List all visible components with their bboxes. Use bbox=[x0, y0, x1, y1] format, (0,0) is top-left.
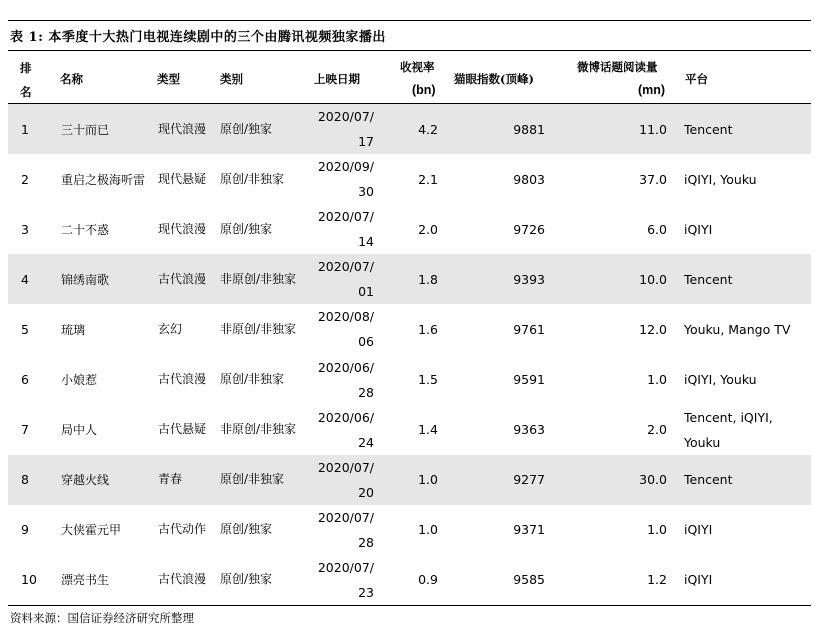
category-cell: 原创/非独家 bbox=[220, 472, 285, 487]
views-cell: 4.2 bbox=[418, 121, 438, 137]
header-views-line1: 收视率 bbox=[400, 60, 435, 74]
release-date-line2: 28 bbox=[358, 384, 374, 400]
release-date-line1: 2020/07/ bbox=[317, 209, 374, 225]
views-cell: 1.0 bbox=[418, 472, 438, 488]
table-row bbox=[8, 204, 811, 254]
rank-cell: 4 bbox=[21, 271, 29, 287]
name-cell: 锦绣南歌 bbox=[61, 272, 110, 287]
release-date-cell bbox=[300, 455, 374, 505]
rank-cell: 9 bbox=[21, 522, 29, 538]
maoyan-cell: 9881 bbox=[513, 121, 545, 137]
weibo-cell: 37.0 bbox=[639, 171, 667, 187]
maoyan-cell: 9393 bbox=[513, 271, 545, 287]
table-row bbox=[8, 304, 811, 354]
weibo-cell: 1.0 bbox=[647, 372, 667, 387]
genre-cell: 古代动作 bbox=[158, 522, 207, 537]
weibo-cell: 11.0 bbox=[639, 121, 667, 137]
category-cell: 原创/独家 bbox=[220, 221, 273, 236]
views-cell: 2.1 bbox=[418, 171, 438, 187]
name-cell: 重启之极海听雷 bbox=[61, 172, 146, 187]
release-date-line2: 17 bbox=[358, 134, 374, 149]
weibo-cell: 10.0 bbox=[639, 271, 667, 287]
table-row bbox=[8, 455, 811, 505]
platform-cell: Tencent bbox=[684, 121, 733, 137]
maoyan-cell: 9803 bbox=[513, 171, 545, 187]
views-cell: 1.0 bbox=[418, 522, 438, 538]
genre-cell: 古代浪漫 bbox=[158, 271, 207, 286]
platform-cell: iQIYI bbox=[684, 522, 713, 538]
genre-cell: 玄幻 bbox=[158, 321, 183, 336]
header-views-line2: (bn) bbox=[412, 83, 436, 97]
header-category: 类别 bbox=[220, 72, 243, 86]
genre-cell: 古代浪漫 bbox=[158, 572, 207, 587]
release-date-line1: 2020/07/ bbox=[317, 459, 374, 475]
platform-cell: Tencent bbox=[684, 271, 733, 287]
weibo-cell: 6.0 bbox=[647, 221, 667, 237]
table-row bbox=[8, 505, 811, 555]
table-caption: 表 1: 本季度十大热门电视连续剧中的三个由腾讯视频独家播出 bbox=[10, 30, 386, 45]
caption-rule bbox=[8, 50, 811, 51]
bottom-rule bbox=[8, 605, 811, 606]
genre-cell: 古代悬疑 bbox=[158, 422, 207, 437]
views-cell: 1.4 bbox=[418, 422, 438, 438]
rank-cell: 8 bbox=[21, 472, 29, 488]
platform-cell: Youku, Mango TV bbox=[684, 321, 791, 337]
release-date-line2: 30 bbox=[358, 184, 374, 200]
category-cell: 原创/非独家 bbox=[220, 171, 285, 186]
name-cell: 小娘惹 bbox=[61, 373, 98, 387]
platform-cell: Tencent, iQIYI, Youku bbox=[684, 409, 773, 450]
weibo-cell: 30.0 bbox=[639, 472, 667, 488]
release-date-line2: 06 bbox=[358, 334, 374, 350]
source-note: 资料来源：国信证券经济研究所整理 bbox=[10, 611, 194, 625]
release-date-line1: 2020/06/ bbox=[317, 359, 374, 375]
top-rule bbox=[8, 20, 811, 21]
release-date-line1: 2020/08/ bbox=[317, 309, 374, 325]
name-cell: 三十而已 bbox=[61, 122, 110, 137]
category-cell: 原创/独家 bbox=[220, 572, 273, 587]
maoyan-cell: 9371 bbox=[513, 522, 545, 538]
release-date-line2: 01 bbox=[358, 284, 374, 300]
release-date-line2: 23 bbox=[358, 584, 374, 600]
rank-cell: 2 bbox=[21, 171, 29, 187]
release-date-cell bbox=[300, 355, 374, 405]
category-cell: 原创/独家 bbox=[220, 522, 273, 537]
header-weibo-line2: (mn) bbox=[638, 83, 666, 97]
platform-cell: iQIYI, Youku bbox=[684, 171, 757, 187]
genre-cell: 现代浪漫 bbox=[158, 221, 207, 236]
rank-cell: 10 bbox=[21, 572, 37, 588]
rank-cell: 6 bbox=[21, 372, 29, 387]
release-date-cell bbox=[300, 254, 374, 304]
name-cell: 琉璃 bbox=[61, 322, 86, 337]
views-cell: 1.6 bbox=[418, 321, 438, 337]
category-cell: 原创/独家 bbox=[220, 121, 273, 136]
category-cell: 原创/非独家 bbox=[220, 372, 285, 386]
release-date-cell bbox=[300, 304, 374, 354]
table-row bbox=[8, 254, 811, 304]
header-rank-line2: 名 bbox=[20, 85, 32, 99]
release-date-line2: 20 bbox=[358, 484, 374, 500]
table-row bbox=[8, 405, 811, 455]
rank-cell: 5 bbox=[21, 321, 29, 337]
genre-cell: 现代浪漫 bbox=[158, 121, 207, 136]
release-date-cell bbox=[300, 154, 374, 204]
name-cell: 大侠霍元甲 bbox=[61, 523, 122, 538]
name-cell: 漂亮书生 bbox=[61, 573, 110, 588]
release-date-line1: 2020/07/ bbox=[317, 109, 374, 124]
maoyan-cell: 9277 bbox=[513, 472, 545, 488]
weibo-cell: 12.0 bbox=[639, 321, 667, 337]
header-genre: 类型 bbox=[157, 72, 180, 86]
category-cell: 非原创/非独家 bbox=[220, 422, 297, 437]
platform-cell: iQIYI bbox=[684, 572, 713, 588]
rank-cell: 7 bbox=[21, 422, 29, 438]
platform-cell: iQIYI, Youku bbox=[684, 372, 757, 387]
release-date-line2: 28 bbox=[358, 534, 374, 550]
release-date-line1: 2020/07/ bbox=[317, 509, 374, 525]
release-date-line2: 14 bbox=[358, 234, 374, 250]
name-cell: 穿越火线 bbox=[61, 473, 110, 488]
genre-cell: 现代悬疑 bbox=[158, 171, 207, 186]
maoyan-cell: 9591 bbox=[513, 372, 545, 387]
rank-cell: 3 bbox=[21, 221, 29, 237]
release-date-line1: 2020/09/ bbox=[317, 159, 374, 175]
table-row bbox=[8, 154, 811, 204]
header-weibo-line1: 微博话题阅读量 bbox=[577, 60, 658, 74]
header-maoyan: 猫眼指数(顶峰) bbox=[454, 72, 534, 86]
table-row bbox=[8, 355, 811, 405]
maoyan-cell: 9761 bbox=[513, 321, 545, 337]
table-row bbox=[8, 555, 811, 605]
platform-cell: iQIYI bbox=[684, 221, 713, 237]
views-cell: 2.0 bbox=[418, 221, 438, 237]
platform-cell: Tencent bbox=[684, 472, 733, 488]
release-date-cell bbox=[300, 204, 374, 254]
name-cell: 局中人 bbox=[61, 423, 98, 438]
header-name: 名称 bbox=[60, 72, 83, 86]
header-release-date: 上映日期 bbox=[314, 72, 360, 86]
category-cell: 非原创/非独家 bbox=[220, 321, 297, 336]
release-date-line2: 24 bbox=[358, 434, 374, 450]
release-date-cell bbox=[300, 405, 374, 455]
table-row bbox=[8, 104, 811, 154]
header-platform: 平台 bbox=[685, 72, 708, 86]
name-cell: 二十不惑 bbox=[61, 222, 110, 237]
rank-cell: 1 bbox=[21, 121, 29, 137]
release-date-line1: 2020/07/ bbox=[317, 259, 374, 275]
views-cell: 1.5 bbox=[418, 372, 438, 387]
maoyan-cell: 9363 bbox=[513, 422, 545, 438]
release-date-cell bbox=[300, 104, 374, 154]
release-date-cell bbox=[300, 555, 374, 605]
maoyan-cell: 9726 bbox=[513, 221, 545, 237]
views-cell: 0.9 bbox=[418, 572, 438, 588]
views-cell: 1.8 bbox=[418, 271, 438, 287]
release-date-cell bbox=[300, 505, 374, 555]
weibo-cell: 2.0 bbox=[647, 422, 667, 438]
weibo-cell: 1.2 bbox=[647, 572, 667, 588]
category-cell: 非原创/非独家 bbox=[220, 271, 297, 286]
release-date-line1: 2020/06/ bbox=[317, 409, 374, 425]
genre-cell: 古代浪漫 bbox=[158, 372, 207, 386]
weibo-cell: 1.0 bbox=[647, 522, 667, 538]
genre-cell: 青春 bbox=[158, 472, 183, 487]
release-date-line1: 2020/07/ bbox=[317, 559, 374, 575]
maoyan-cell: 9585 bbox=[513, 572, 545, 588]
header-rank-line1: 排 bbox=[20, 61, 32, 75]
